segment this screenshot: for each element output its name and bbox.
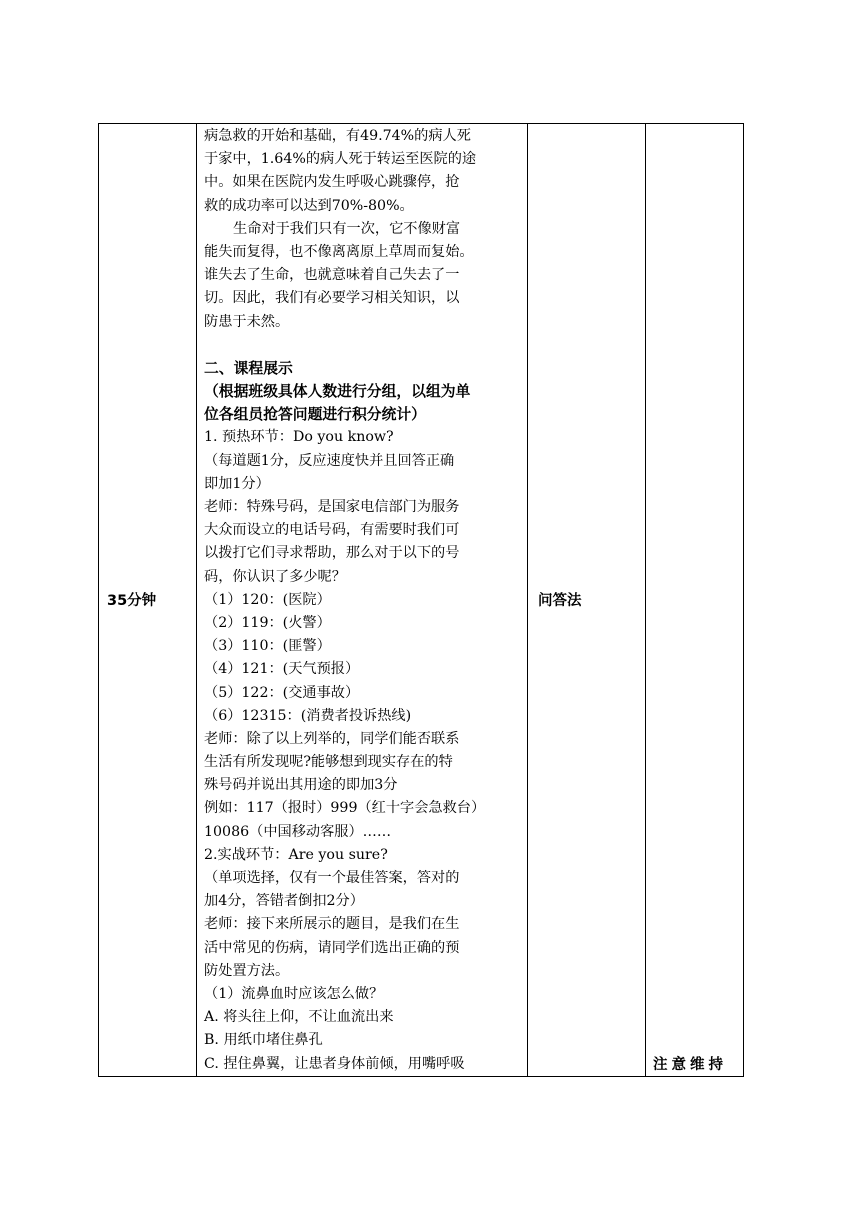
content-line: C. 捏住鼻翼，让患者身体前倾，用嘴呼吸 [204,1055,465,1072]
method-text: 问答法 [538,593,582,610]
content-line: 中。如果在医院内发生呼吸心跳骤停，抢 [204,174,460,191]
content-line: 老师：除了以上列举的，同学们能否联系 [204,730,460,747]
content-line: B. 用纸巾堵住鼻孔 [204,1032,323,1049]
note-text: 注意维持 [653,1056,727,1073]
content-line: 防处置方法。 [204,962,290,979]
content-line: 殊号码并说出其用途的即加3分 [204,777,398,794]
content-line: 能失而复得，也不像离离原上草周而复始。 [204,243,474,260]
content-line: 谁失去了生命，也就意味着自己失去了一 [204,267,460,284]
content-line: （单项选择，仅有一个最佳答案，答对的 [204,870,460,886]
method-cell [528,124,646,1077]
content-line: 于家中，1.64%的病人死于转运至医院的途 [204,151,477,168]
content-line: A. 将头往上仰，不让血流出来 [204,1009,394,1026]
content-line: （6）12315：(消费者投诉热线) [204,707,412,724]
content-line: （根据班级具体人数进行分组，以组为单 [204,383,471,401]
content-line: 以拨打它们寻求帮助，那么对于以下的号 [204,545,460,562]
content-line: （1）120：(医院） [204,591,331,608]
content-line: （4）121：(天气预报） [204,661,360,678]
table-row [99,124,744,1077]
content-line: 码，你认识了多少呢？ [204,568,346,585]
content-line: 加4分，答错者倒扣2分） [204,893,364,910]
time-text: 35分钟 [107,593,157,610]
content-line: 防患于未然。 [204,313,290,330]
content-line: 例如：117（报时）999（红十字会急救台） [204,800,486,817]
content-line: 切。因此，我们有必要学习相关知识，以 [204,290,460,307]
content-line [204,334,521,357]
content-line: 生命对于我们只有一次，它不像财富 [233,220,461,237]
content-line: 2.实战环节：Are you sure? [204,846,388,863]
content-line: 老师：特殊号码，是国家电信部门为服务 [204,499,460,515]
note-cell [646,124,744,1077]
content-line: 10086（中国移动客服）…… [204,823,392,840]
content-line: 生活有所发现呢?能够想到现实存在的特 [204,754,453,771]
content-cell [197,124,528,1077]
content-line: （5）122：(交通事故） [204,684,360,701]
content-line: 二、课程展示 [204,359,293,377]
content-line: 大众而设立的电话号码，有需要时我们可 [204,522,460,539]
content-text [204,125,521,1076]
content-line: 活中常见的伤病，请同学们选出正确的预 [204,939,460,956]
content-line: 位各组员抢答问题进行积分统计） [204,406,426,424]
content-line: （1）流鼻血时应该怎么做？ [204,985,384,1002]
time-cell [99,124,197,1077]
content-line: 即加1分） [204,475,270,492]
content-line: （2）119：(火警） [204,614,331,631]
content-line: 病急救的开始和基础，有49.74%的病人死 [204,128,471,144]
content-line: （每道题1分，反应速度快并且回答正确 [204,452,455,469]
content-line: 救的成功率可以达到70%-80%。 [204,197,414,214]
content-line: 1. 预热环节：Do you know? [204,429,394,446]
lesson-plan-table [98,123,744,1077]
content-line: 老师：接下来所展示的题目，是我们在生 [204,916,460,933]
content-line: （3）110：(匪警） [204,638,331,655]
